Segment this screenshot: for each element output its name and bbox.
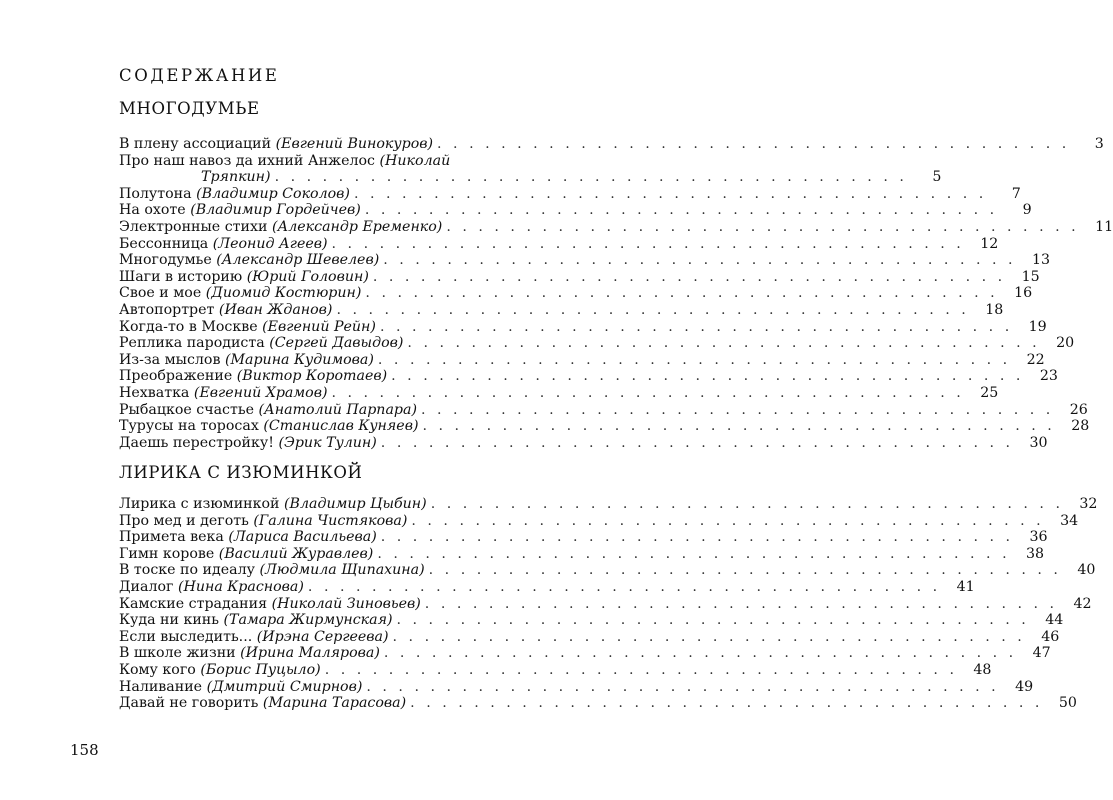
entry-author: (Владимир Соколов) [196,185,350,202]
entry-author: (Сергей Давыдов) [269,335,404,352]
entry-title: В школе жизни [119,645,236,662]
entry-page-number: 3 [1094,136,1104,152]
toc-entry-line [119,385,328,402]
dot-leader: . . . . . . . . . . . . . . . . . . . . . . . . . . . . . . . . . . . . . . . . [410,695,1043,712]
dot-leader: . . . . . . . . . . . . . . . . . . . . . . . . . . . . . . . . . . . . . . . . [422,418,1056,435]
entry-author: (Виктор Коротаев) [236,368,388,385]
dot-leader: . . . . . . . . . . . . . . . . . . . . . . . . . . . . . . . . . . . . . . . . [424,595,1058,612]
dot-leader: . . . . . . . . . . . . . . . . . . . . . . . . . . . . . . . . . . . . . . . . [331,384,965,401]
entry-author: (Ирэна Сергеева) [256,628,389,645]
toc-entry-line [119,645,380,662]
entry-author: (Николай [379,152,451,169]
toc-entry [119,496,1098,513]
toc-entry-line [119,302,332,319]
toc-entry [119,169,942,186]
entry-author: (Николай Зиновьев) [271,595,421,612]
toc-entry-line [119,435,377,452]
toc-entry [119,384,999,402]
entry-title: Из-за мыслов [119,351,221,368]
entry-title: Свое и мое [119,285,202,302]
toc-entry-line [119,219,442,236]
entry-page-number: 34 [1060,512,1079,529]
toc-entry-line [119,236,328,253]
entry-page-number: 13 [1031,252,1051,269]
toc-entry [119,512,1079,530]
toc-entry-line [119,579,304,596]
entry-page-number: 16 [1014,285,1033,302]
entry-title: В плену ассоциаций [119,136,272,152]
entry-page-number: 18 [985,301,1004,318]
entry-author: (Марина Тарасова) [262,695,407,712]
toc-entry-line [119,679,362,696]
toc-entry-line [119,513,407,530]
dot-leader: . . . . . . . . . . . . . . . . . . . . . . . . . . . . . . . . . . . . . . . . [379,318,1013,335]
toc-entry-line [119,546,373,563]
entry-page-number: 46 [1041,628,1060,645]
dot-leader: . . . . . . . . . . . . . . . . . . . . . . . . . . . . . . . . . . . . . . . . [380,529,1014,546]
toc-entry-line [119,285,361,302]
entry-page-number: 28 [1071,418,1090,435]
entry-title: Если выследить... [119,628,253,645]
toc-entry-line [119,252,379,269]
entry-page-number: 38 [1026,545,1045,562]
toc-entry-line [119,202,361,219]
entry-title: Электронные стихи [119,218,268,235]
dot-leader: . . . . . . . . . . . . . . . . . . . . . . . . . . . . . . . . . . . . . . . . [336,301,970,318]
entry-page-number: 20 [1056,335,1075,352]
toc-entry [119,153,546,170]
dot-leader: . . . . . . . . . . . . . . . . . . . . . . . . . . . . . . . . . . . . . . . . [353,185,987,202]
dot-leader: . . . . . . . . . . . . . . . . . . . . . . . . . . . . . . . . . . . . . . . . [428,562,1062,579]
dot-leader: . . . . . . . . . . . . . . . . . . . . . . . . . . . . . . . . . . . . . . . . [307,578,941,595]
toc-entry [119,628,1060,646]
entry-title: Давай не говорить [119,695,259,712]
toc-entry [119,612,1064,629]
toc-entry-line [119,352,374,369]
entry-page-number: 41 [956,578,975,595]
entry-page-number: 47 [1032,645,1051,662]
entry-title: Про мед и деготь [119,512,249,529]
toc-entry-line [119,319,376,336]
dot-leader: . . . . . . . . . . . . . . . . . . . . . . . . . . . . . . . . . . . . . . . . [366,678,1000,695]
dot-leader: . . . . . . . . . . . . . . . . . . . . . . . . . . . . . . . . . . . . . . . . [420,401,1054,418]
dot-leader: . . . . . . . . . . . . . . . . . . . . . . . . . . . . . . . . . . . . . . . . [383,645,1017,662]
entry-author: (Евгений Рейн) [262,318,376,335]
entry-page-number: 40 [1077,562,1096,579]
toc-entry-line [119,529,377,546]
section-heading-mnogodumye: МНОГОДУМЬЕ [119,99,260,118]
dot-leader: . . . . . . . . . . . . . . . . . . . . . . . . . . . . . . . . . . . . . . . . [377,545,1011,562]
entry-page-number: 12 [980,235,999,252]
toc-entry-line [119,186,350,203]
toc-entry [119,578,975,596]
dot-leader: . . . . . . . . . . . . . . . . . . . . . . . . . . . . . . . . . . . . . . . . [391,368,1024,385]
entry-title: Автопортрет [119,301,215,318]
entry-page-number: 23 [1039,368,1058,385]
entry-page-number: 7 [1011,185,1021,202]
entry-title: Реплика пародиста [119,335,265,352]
entry-author: (Василий Журавлев) [218,545,374,562]
dot-leader: . . . . . . . . . . . . . . . . . . . . . . . . . . . . . . . . . . . . . . . . [372,268,1006,285]
entry-page-number: 22 [1026,351,1045,368]
entry-author: (Александр Еременко) [271,218,443,235]
entry-author: (Станислав Куняев) [263,418,419,435]
dot-leader: . . . . . . . . . . . . . . . . . . . . . . . . . . . . . . . . . . . . . . . . [411,512,1045,529]
entry-page-number: 44 [1045,612,1064,629]
dot-leader: . . . . . . . . . . . . . . . . . . . . . . . . . . . . . . . . . . . . . . . . [274,169,908,186]
toc-entry-line [119,269,369,286]
entry-page-number: 50 [1058,695,1077,712]
entry-title: Про наш навоз да ихний Анжелос [119,152,375,169]
toc-entry [119,661,992,679]
entry-page-number: 19 [1028,318,1047,335]
toc-entry-line [119,169,271,186]
toc-entry [119,401,1088,419]
page-number: 158 [70,741,99,759]
toc-entry-line [119,662,321,679]
dot-leader: . . . . . . . . . . . . . . . . . . . . . . . . . . . . . . . . . . . . . . . . [324,661,958,678]
toc-entry [119,235,999,253]
entry-author: (Диомид Костюрин) [205,285,362,302]
dot-leader: . . . . . . . . . . . . . . . . . . . . . . . . . . . . . . . . . . . . . . . . [380,434,1014,451]
entry-page-number: 30 [1029,434,1048,451]
entry-title: Примета века [119,529,224,546]
entry-title: Полутона [119,185,192,202]
entry-title: Диалог [119,578,174,595]
toc-entry [119,678,1034,696]
entry-page-number: 49 [1015,678,1034,695]
entry-title: Гимн корове [119,545,215,562]
toc-entry-line [119,136,433,153]
entry-author: (Иван Жданов) [218,301,333,318]
entry-title: Даешь перестройку! [119,434,274,451]
entry-author: Тряпкин) [201,169,271,186]
toc-entry [119,351,1045,369]
entry-page-number: 9 [1022,202,1032,219]
entry-page-number: 48 [973,661,992,678]
toc-entry-line [119,496,427,513]
toc-entry [119,185,1021,203]
entry-author: (Нина Краснова) [177,578,304,595]
entry-author: (Марина Кудимова) [224,351,374,368]
entry-page-number: 32 [1079,496,1098,512]
entry-page-number: 25 [980,384,999,401]
entry-title: Лирика с изюминкой [119,496,280,512]
toc-entry-line [119,629,389,646]
entry-page-number: 15 [1021,268,1040,285]
entry-author: (Борис Пуцыло) [200,661,321,678]
section-heading-lirika: ЛИРИКА С ИЗЮМИНКОЙ [119,463,363,482]
toc-entry [119,645,1051,662]
entry-author: (Дмитрий Смирнов) [206,678,363,695]
toc-entry [119,268,1040,286]
entry-title: Камские страдания [119,595,268,612]
dot-leader: . . . . . . . . . . . . . . . . . . . . . . . . . . . . . . . . . . . . . . . . [446,218,1080,235]
toc-entry-line [119,418,419,435]
entry-page-number: 5 [932,169,942,186]
toc-list-mnogodumye [119,136,1113,451]
toc-entry [119,418,1090,435]
entry-author: (Леонид Агеев) [212,235,328,252]
toc-entry [119,434,1048,452]
toc-list-lirika [119,496,1098,712]
entry-author: (Людмила Щипахина) [259,562,425,579]
entry-title: Преображение [119,368,233,385]
toc-entry [119,695,1077,712]
entry-title: Шаги в историю [119,268,243,285]
entry-page-number: 26 [1069,401,1088,418]
toc-entry [119,301,1004,319]
entry-author: (Владимир Цыбин) [284,496,427,512]
entry-author: (Ирина Малярова) [240,645,380,662]
entry-author: (Галина Чистякова) [253,512,408,529]
entry-title: Когда-то в Москве [119,318,258,335]
toc-entry [119,545,1045,563]
toc-entry [119,529,1048,546]
toc-entry [119,318,1047,336]
toc-entry-line [119,695,406,712]
toc-entry-line [119,612,393,629]
dot-leader: . . . . . . . . . . . . . . . . . . . . . . . . . . . . . . . . . . . . . . . . [377,351,1011,368]
entry-title: Рыбацкое счастье [119,401,254,418]
entry-title: В тоске по идеалу [119,562,255,579]
toc-entry [119,368,1058,385]
toc-entry-line [119,153,450,170]
toc-entry [119,335,1075,352]
toc-entry-line [119,596,421,613]
entry-author: (Евгений Винокуров) [275,136,434,152]
entry-author: (Владимир Гордейчев) [190,202,361,219]
entry-title: Наливание [119,678,203,695]
toc-entry-line [119,335,403,352]
entry-title: Бессонница [119,235,209,252]
entry-author: (Евгений Храмов) [193,384,328,401]
toc-entry-line [119,402,417,419]
toc-entry-line [119,368,387,385]
dot-leader: . . . . . . . . . . . . . . . . . . . . . . . . . . . . . . . . . . . . . . . . [430,496,1064,512]
toc-entry-line [119,562,425,579]
entry-author: (Эрик Тулин) [278,434,377,451]
toc-entry [119,595,1092,613]
dot-leader: . . . . . . . . . . . . . . . . . . . . . . . . . . . . . . . . . . . . . . . . [365,285,999,302]
dot-leader: . . . . . . . . . . . . . . . . . . . . . . . . . . . . . . . . . . . . . . . . [396,612,1030,629]
entry-author: (Анатолий Парпара) [258,401,417,418]
entry-author: (Александр Шевелев) [216,252,380,269]
entry-title: Куда ни кинь [119,612,219,629]
entry-title: На охоте [119,202,186,219]
toc-entry [119,562,1096,579]
toc-entry [119,285,1033,302]
entry-title: Нехватка [119,384,190,401]
entry-title: Многодумье [119,252,212,269]
entry-page-number: 11 [1095,218,1113,235]
toc-entry [119,202,1032,219]
entry-author: (Юрий Головин) [246,268,369,285]
dot-leader: . . . . . . . . . . . . . . . . . . . . . . . . . . . . . . . . . . . . . . . . [383,252,1017,269]
entry-page-number: 36 [1029,529,1048,546]
dot-leader: . . . . . . . . . . . . . . . . . . . . . . . . . . . . . . . . . . . . . . . . [437,136,1070,152]
page-title: СОДЕРЖАНИЕ [119,66,280,85]
dot-leader: . . . . . . . . . . . . . . . . . . . . . . . . . . . . . . . . . . . . . . . . [392,628,1026,645]
toc-entry [119,252,1051,269]
entry-page-number: 42 [1073,595,1092,612]
entry-author: (Лариса Васильева) [228,529,377,546]
dot-leader: . . . . . . . . . . . . . . . . . . . . . . . . . . . . . . . . . . . . . . . . [407,335,1041,352]
toc-entry [119,218,1113,236]
dot-leader: . . . . . . . . . . . . . . . . . . . . . . . . . . . . . . . . . . . . . . . . [364,202,998,219]
entry-author: (Тамара Жирмунская) [223,612,393,629]
entry-title: Турусы на торосах [119,418,259,435]
entry-title: Кому кого [119,661,196,678]
toc-entry [119,136,1104,153]
dot-leader: . . . . . . . . . . . . . . . . . . . . . . . . . . . . . . . . . . . . . . . . [331,235,965,252]
